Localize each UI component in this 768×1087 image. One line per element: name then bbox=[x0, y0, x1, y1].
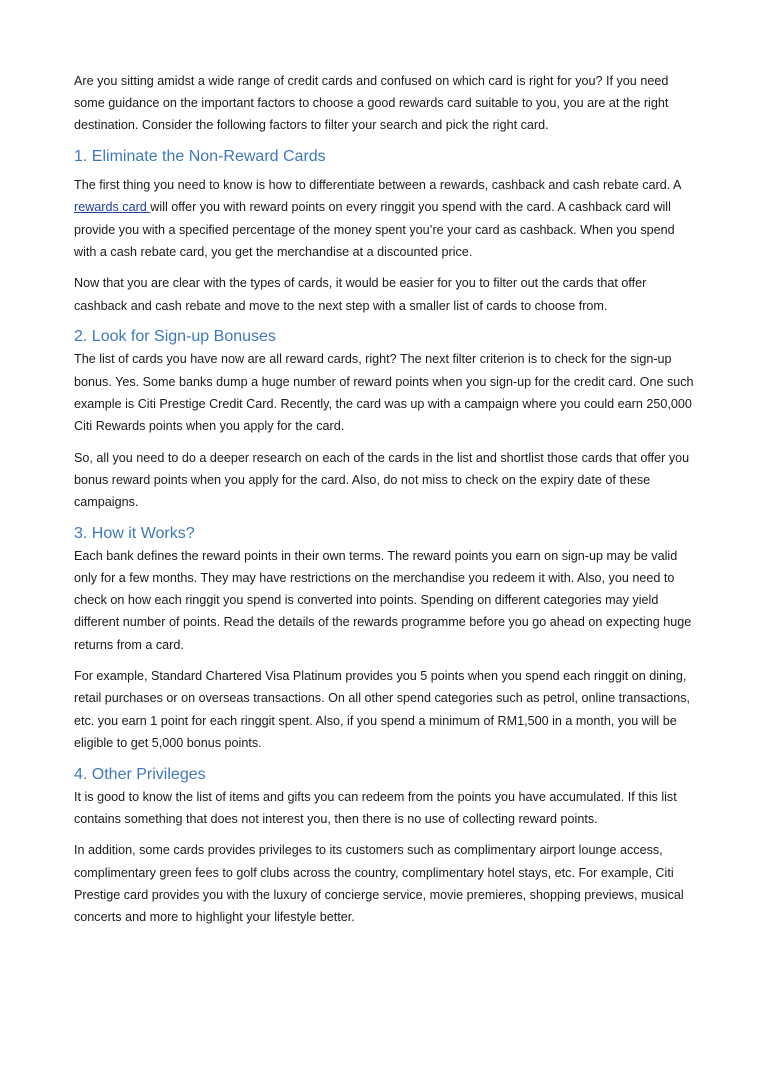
section4-paragraph-1: It is good to know the list of items and gifts you can redeem from the points you have accumulated. If this list contains something that does not interest you, then there is no use of collecting reward points. bbox=[74, 789, 677, 826]
section1-paragraph-2: Now that you are clear with the types of cards, it would be easier for you to filter out the cards that offer cashback and cash rebate and move to the next step with a smaller list of cards to choose from. bbox=[74, 276, 647, 313]
section4-paragraph-2: In addition, some cards provides privileges to its customers such as complimentary airport lounge access, complimentary green fees to golf clubs across the country, complimentary hotel stays, etc. For example, Citi Prestige card provides you with the luxury of concierge service, movie premieres, shopping previews, musical concerts and more to highlight your lifestyle better. bbox=[74, 843, 684, 925]
section-heading-other-privileges: 4. Other Privileges bbox=[74, 765, 206, 783]
section3-paragraph-1: Each bank defines the reward points in their own terms. The reward points you earn on sign-up may be valid only for a few months. They may have restrictions on the merchandise you redeem it with. Also, you need to check on how each ringgit you spend is converted into points. Spending on different categories may yield different number of points. Read the details of the rewards programme before you go ahead on expecting huge returns from a card. bbox=[74, 548, 692, 652]
section2-paragraph-1: The list of cards you have now are all reward cards, right? The next filter criterion is to check for the sign-up bonus. Yes. Some banks dump a huge number of reward points when you sign-up for the credit card. One such example is Citi Prestige Credit Card. Recently, the card was up with a campaign where you could earn 250,000 Citi Rewards points when you apply for the card. bbox=[74, 352, 694, 433]
section3-paragraph-2: For example, Standard Chartered Visa Platinum provides you 5 points when you spend each ringgit on dining, retail purchases or on overseas transactions. On all other spend categories such as petrol, online transactions, etc. you earn 1 point for each ringgit spent. Also, if you spend a minimum of RM1,500 in a month, you will be eligible to get 5,000 bonus points. bbox=[74, 669, 691, 750]
section1-p1-start: The first thing you need to know is how to differentiate between a rewards, cashback and cash rebate card. A bbox=[74, 178, 681, 193]
section-heading-sign-up-bonuses: 2. Look for Sign-up Bonuses bbox=[74, 328, 276, 346]
document-page bbox=[74, 70, 698, 938]
section-heading-eliminate-non-reward: 1. Eliminate the Non-Reward Cards bbox=[74, 148, 326, 166]
section-heading-how-it-works: 3. How it Works? bbox=[74, 524, 195, 542]
section2-paragraph-2: So, all you need to do a deeper research on each of the cards in the list and shortlist those cards that offer you bonus reward points when you apply for the card. Also, do not miss to check on the expiry date of these campaigns. bbox=[74, 450, 690, 510]
intro-paragraph: Are you sitting amidst a wide range of credit cards and confused on which card is right for you? If you need some guidance on the important factors to choose a good rewards card suitable to you, you are at the right destination. Consider the following factors to filter your search and pick the right card. bbox=[74, 74, 669, 133]
rewards-card-link[interactable]: rewards card bbox=[74, 200, 151, 215]
section1-paragraph-1 bbox=[74, 174, 698, 263]
section1-p1-end: will offer you with reward points on every ringgit you spend with the card. A cashback card will provide you with a specified percentage of the money spent you’re your card as cashback. When you spend with a cash rebate card, you get the merchandise at a discounted price. bbox=[74, 200, 675, 259]
